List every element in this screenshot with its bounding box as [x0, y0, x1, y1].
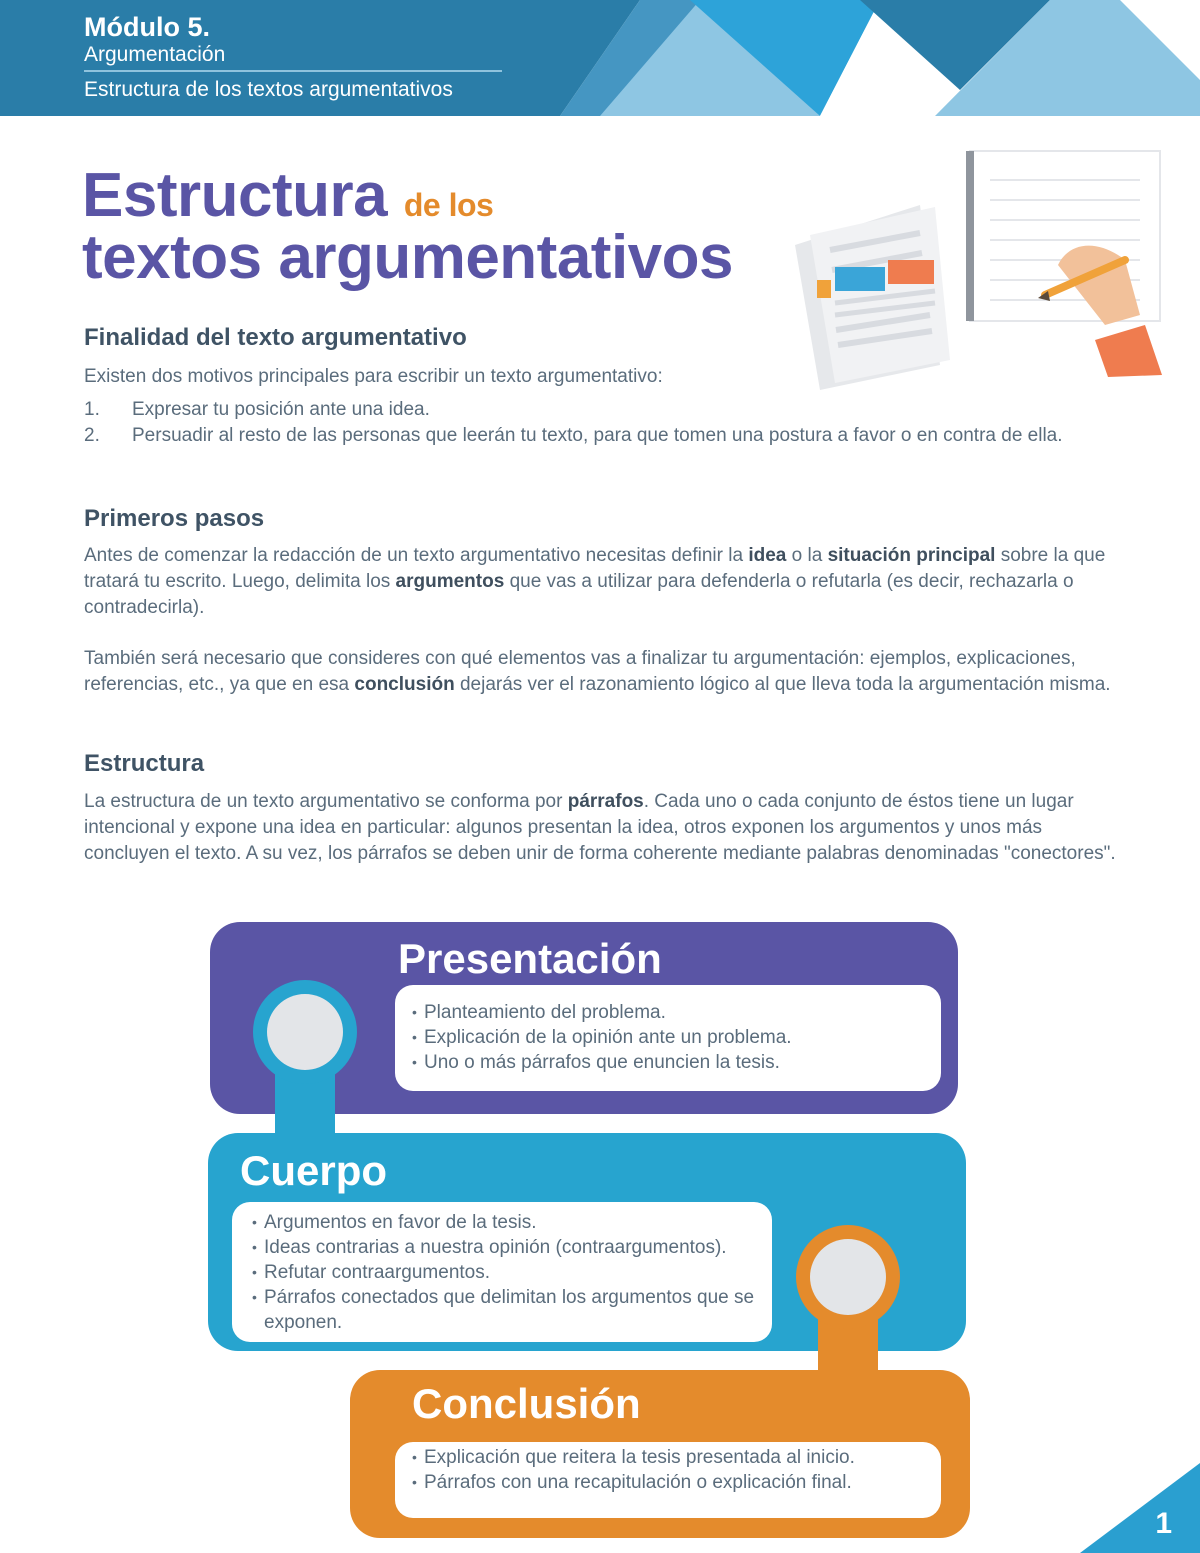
cuerpo-title: Cuerpo [240, 1147, 387, 1194]
module-header [0, 0, 1200, 116]
conclusion-title: Conclusión [412, 1380, 641, 1427]
list-item-number: 1. [84, 399, 100, 420]
title-word-de-los: de los [403, 187, 494, 223]
list-item-number: 2. [84, 425, 100, 446]
bold-term-situacion-principal: situación principal [827, 545, 996, 566]
module-number: Módulo 5. [84, 12, 210, 42]
list-item: • Uno o más párrafos que enuncien la tesis. [412, 1050, 932, 1075]
estructura-paragraph [84, 789, 1120, 867]
pasos-paragraph-1 [84, 543, 1120, 621]
list-item: • Ideas contrarias a nuestra opinión (contraargumentos). [252, 1235, 762, 1260]
finalidad-intro: Existen dos motivos principales para escribir un texto argumentativo: [84, 366, 663, 387]
module-subject: Argumentación [84, 43, 226, 66]
page-corner [1080, 1463, 1200, 1553]
text-run: . Cada uno o cada conjunto de éstos tiene un lugar intencional y expone una idea en particular: algunos presentan la idea, otros exponen los argumentos y unos más concluyen el texto. A su vez, los párrafos se deben unir de forma coherente mediante palabras denominadas "conectores". [84, 791, 1116, 864]
text-run: que vas a utilizar para defenderla o refutarla (es decir, rechazarla o contradecirla). [84, 571, 1074, 618]
list-item: • Párrafos con una recapitulación o explicación final. [412, 1470, 932, 1495]
presentacion-list [412, 1000, 932, 1075]
connector-hole-bottom [810, 1239, 886, 1315]
bold-term-argumentos: argumentos [395, 571, 505, 592]
text-run: Antes de comenzar la redacción de un texto argumentativo necesitas definir la [84, 545, 749, 566]
presentacion-title: Presentación [398, 935, 662, 982]
list-item: • Refutar contraargumentos. [252, 1260, 762, 1285]
text-run: o la [786, 545, 828, 566]
text-run: dejarás ver el razonamiento lógico al que lleva toda la argumentación misma. [454, 674, 1111, 695]
structure-diagram [0, 915, 1200, 1545]
list-item: • Argumentos en favor de la tesis. [252, 1210, 762, 1235]
page-number: 1 [1155, 1507, 1172, 1540]
notebook-hand-icon [790, 145, 1170, 390]
connector-hole-top [267, 994, 343, 1070]
list-item [84, 397, 1120, 423]
bold-term-conclusion: conclusión [354, 674, 455, 695]
bold-term-parrafos: párrafos [567, 791, 644, 812]
list-item [84, 423, 1120, 449]
list-item-text: Expresar tu posición ante una idea. [132, 399, 430, 420]
conclusion-list [412, 1445, 932, 1495]
heading-finalidad: Finalidad del texto argumentativo [84, 324, 467, 351]
cuerpo-list [252, 1210, 762, 1335]
bold-term-idea: idea [748, 545, 787, 566]
list-item-text: Persuadir al resto de las personas que leerán tu texto, para que tomen una postura a favor o en contra de ella. [132, 425, 1063, 446]
pasos-paragraph-2 [84, 646, 1120, 698]
heading-estructura: Estructura [84, 750, 205, 777]
list-item: • Explicación que reitera la tesis presentada al inicio. [412, 1445, 932, 1470]
finalidad-list [84, 397, 1120, 449]
header-divider [84, 70, 502, 72]
page-title-line-2: textos argumentativos [82, 223, 734, 292]
module-topic: Estructura de los textos argumentativos [84, 78, 453, 101]
page-title-line-1 [82, 160, 493, 231]
list-item: • Explicación de la opinión ante un problema. [412, 1025, 932, 1050]
list-item: • Párrafos conectados que delimitan los argumentos que se exponen. [252, 1285, 762, 1335]
text-run: También será necesario que consideres con qué elementos vas a finalizar tu argumentación: ejemplos, explicaciones, referencias, etc., ya que en esa [84, 648, 1076, 695]
heading-primeros-pasos: Primeros pasos [84, 505, 265, 532]
writing-illustration [790, 145, 1170, 395]
title-word-estructura: Estructura [82, 161, 388, 230]
list-item: • Planteamiento del problema. [412, 1000, 932, 1025]
text-run: La estructura de un texto argumentativo se conforma por [84, 791, 568, 812]
text-run: sobre la que tratará tu escrito. Luego, delimita los [84, 545, 1106, 592]
